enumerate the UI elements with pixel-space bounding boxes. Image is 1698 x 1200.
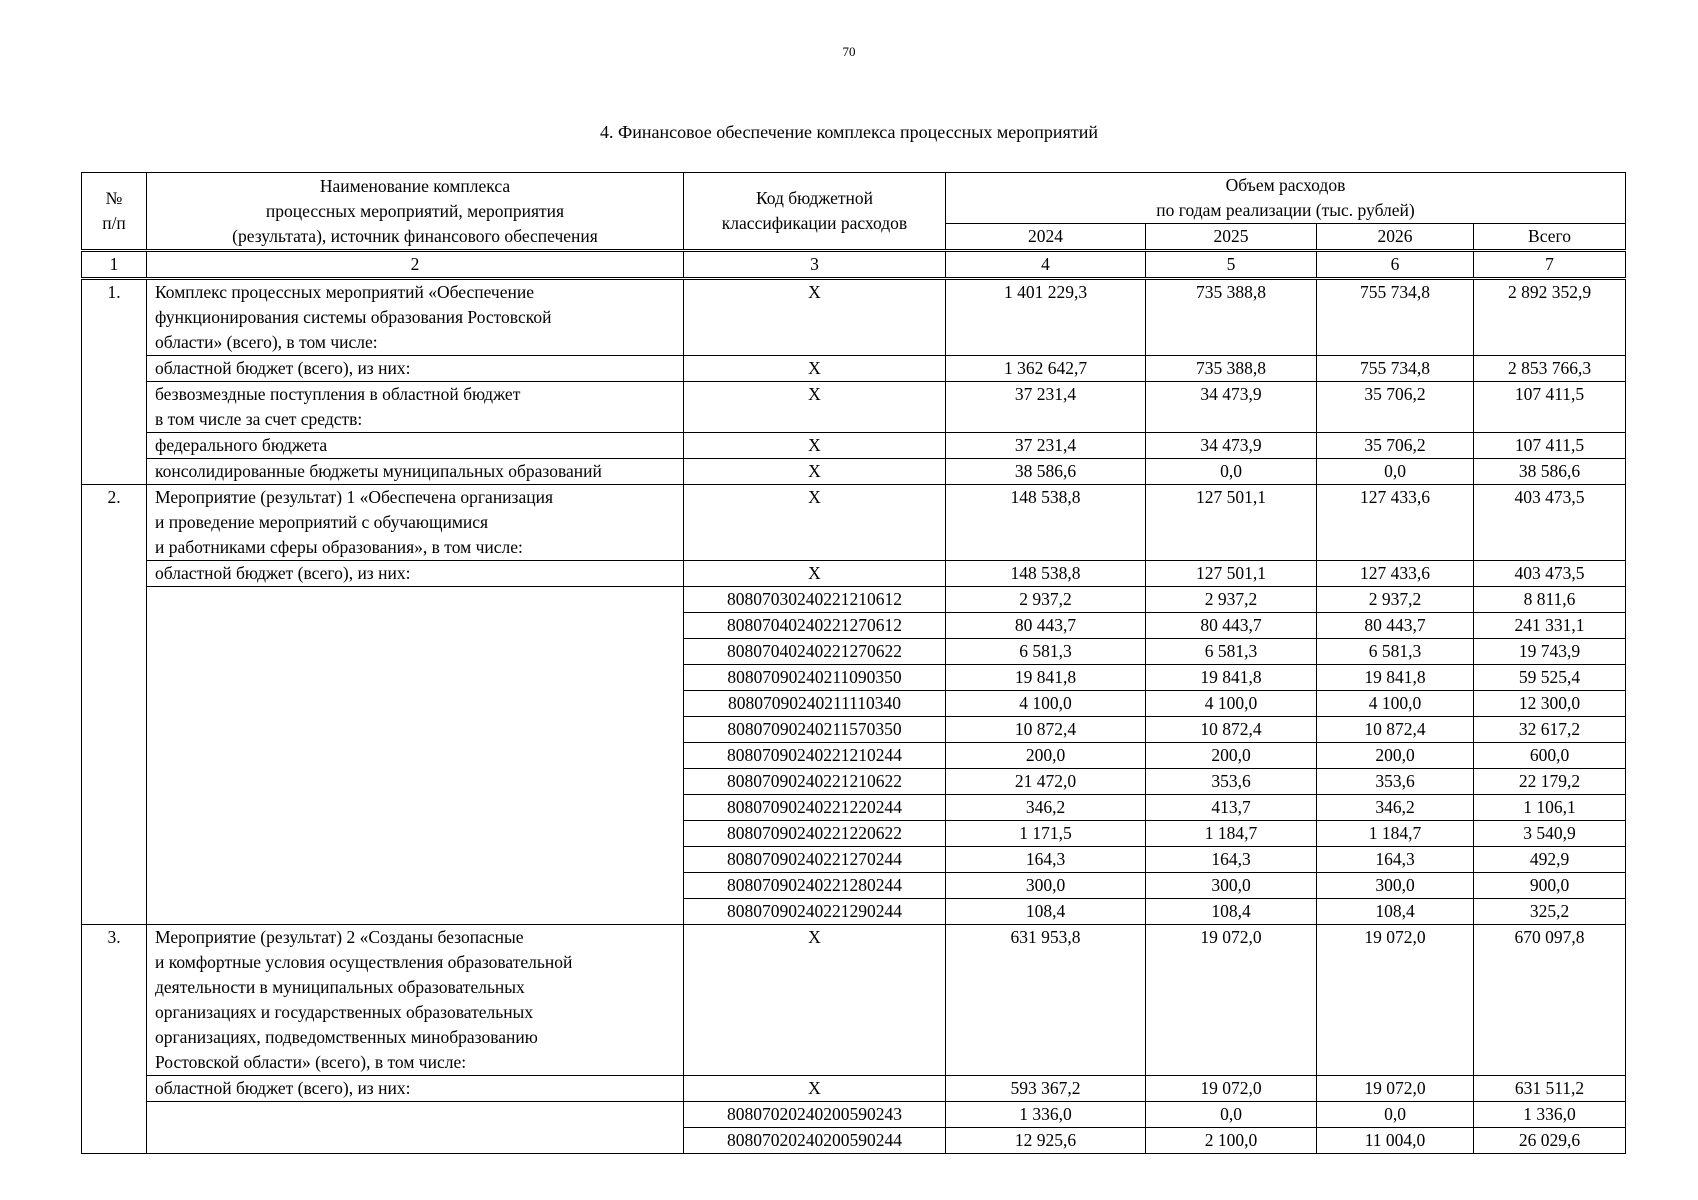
table-row (82, 925, 1626, 1076)
row-number-cell: 3. (82, 925, 147, 1154)
value-2025-cell: 80 443,7 (1146, 613, 1317, 639)
budget-code-cell: 80807090240211110340 (684, 691, 946, 717)
value-total-cell: 241 331,1 (1474, 613, 1626, 639)
budget-code-cell: 80807040240221270622 (684, 639, 946, 665)
value-2025-cell: 19 841,8 (1146, 665, 1317, 691)
value-2026-cell: 80 443,7 (1317, 613, 1474, 639)
value-2025-cell: 735 388,8 (1146, 279, 1317, 356)
column-number: 2 (147, 251, 684, 279)
budget-code-cell: 80807090240221280244 (684, 873, 946, 899)
table-row (82, 433, 1626, 459)
header-total: Всего (1474, 224, 1626, 251)
value-2025-cell: 0,0 (1146, 1102, 1317, 1128)
value-total-cell: 12 300,0 (1474, 691, 1626, 717)
value-2026-cell: 164,3 (1317, 847, 1474, 873)
budget-code-cell: 80807090240221290244 (684, 899, 946, 925)
value-2025-cell: 200,0 (1146, 743, 1317, 769)
value-total-cell: 600,0 (1474, 743, 1626, 769)
value-total-cell: 403 473,5 (1474, 561, 1626, 587)
value-2024-cell: 38 586,6 (946, 459, 1146, 485)
column-number: 1 (82, 251, 147, 279)
value-2024-cell: 148 538,8 (946, 485, 1146, 561)
value-total-cell: 8 811,6 (1474, 587, 1626, 613)
page-number: 70 (842, 44, 856, 59)
value-2026-cell: 755 734,8 (1317, 356, 1474, 382)
value-2024-cell: 37 231,4 (946, 382, 1146, 433)
budget-code-cell: X (684, 382, 946, 433)
budget-code-cell: 80807030240221210612 (684, 587, 946, 613)
value-total-cell: 1 336,0 (1474, 1102, 1626, 1128)
value-2024-cell: 164,3 (946, 847, 1146, 873)
budget-code-cell: 80807090240221220244 (684, 795, 946, 821)
header-number: № п/п (82, 173, 147, 251)
value-2026-cell: 0,0 (1317, 1102, 1474, 1128)
section-title: 4. Финансовое обеспечение комплекса процессных мероприятий (600, 122, 1098, 142)
value-2025-cell: 735 388,8 (1146, 356, 1317, 382)
budget-code-cell: 80807090240221270244 (684, 847, 946, 873)
value-total-cell: 38 586,6 (1474, 459, 1626, 485)
value-2024-cell: 6 581,3 (946, 639, 1146, 665)
value-2025-cell: 0,0 (1146, 459, 1317, 485)
value-2025-cell: 19 072,0 (1146, 925, 1317, 1076)
row-name-cell: Мероприятие (результат) 1 «Обеспечена организация и проведение мероприятий с обучающимися и работниками сферы образования», в том числе: (147, 485, 684, 561)
value-2025-cell: 164,3 (1146, 847, 1317, 873)
value-total-cell: 325,2 (1474, 899, 1626, 925)
value-2024-cell: 200,0 (946, 743, 1146, 769)
value-2026-cell: 10 872,4 (1317, 717, 1474, 743)
value-total-cell: 2 853 766,3 (1474, 356, 1626, 382)
row-name-cell: областной бюджет (всего), из них: (147, 561, 684, 587)
value-total-cell: 26 029,6 (1474, 1128, 1626, 1154)
value-2026-cell: 6 581,3 (1317, 639, 1474, 665)
column-number-row (82, 251, 1626, 279)
budget-code-cell: 80807090240211570350 (684, 717, 946, 743)
value-2025-cell: 353,6 (1146, 769, 1317, 795)
value-2025-cell: 19 072,0 (1146, 1076, 1317, 1102)
value-total-cell: 1 106,1 (1474, 795, 1626, 821)
value-2026-cell: 35 706,2 (1317, 433, 1474, 459)
value-2026-cell: 1 184,7 (1317, 821, 1474, 847)
value-2025-cell: 413,7 (1146, 795, 1317, 821)
value-2025-cell: 300,0 (1146, 873, 1317, 899)
budget-code-cell: 80807090240221210622 (684, 769, 946, 795)
value-2024-cell: 346,2 (946, 795, 1146, 821)
row-name-cell: консолидированные бюджеты муниципальных образований (147, 459, 684, 485)
value-2024-cell: 2 937,2 (946, 587, 1146, 613)
value-total-cell: 900,0 (1474, 873, 1626, 899)
table-row (82, 356, 1626, 382)
value-total-cell: 107 411,5 (1474, 433, 1626, 459)
column-number: 4 (946, 251, 1146, 279)
column-number: 5 (1146, 251, 1317, 279)
budget-code-cell: X (684, 561, 946, 587)
budget-code-cell: 80807090240211090350 (684, 665, 946, 691)
budget-code-cell: X (684, 1076, 946, 1102)
value-2024-cell: 300,0 (946, 873, 1146, 899)
row-name-cell: Комплекс процессных мероприятий «Обеспечение функционирования системы образования Ростовской области» (всего), в том числе: (147, 279, 684, 356)
value-2024-cell: 1 171,5 (946, 821, 1146, 847)
value-2026-cell: 346,2 (1317, 795, 1474, 821)
value-2025-cell: 10 872,4 (1146, 717, 1317, 743)
value-2025-cell: 127 501,1 (1146, 561, 1317, 587)
value-2025-cell: 108,4 (1146, 899, 1317, 925)
value-2026-cell: 4 100,0 (1317, 691, 1474, 717)
row-name-cell: Мероприятие (результат) 2 «Созданы безопасные и комфортные условия осуществления образовательной деятельности в муниципальных образовательных организациях и государственных образовательных организациях, подведомственных минобразованию Ростовской области» (всего), в том числе: (147, 925, 684, 1076)
budget-code-cell: X (684, 459, 946, 485)
table-row (82, 459, 1626, 485)
header-year-2024: 2024 (946, 224, 1146, 251)
table-row (82, 279, 1626, 356)
value-total-cell: 670 097,8 (1474, 925, 1626, 1076)
row-name-cell: безвозмездные поступления в областной бюджет в том числе за счет средств: (147, 382, 684, 433)
value-2026-cell: 127 433,6 (1317, 485, 1474, 561)
budget-code-cell: X (684, 925, 946, 1076)
value-2024-cell: 10 872,4 (946, 717, 1146, 743)
budget-code-cell: X (684, 279, 946, 356)
value-2026-cell: 35 706,2 (1317, 382, 1474, 433)
value-2025-cell: 1 184,7 (1146, 821, 1317, 847)
value-2026-cell: 19 072,0 (1317, 925, 1474, 1076)
value-total-cell: 19 743,9 (1474, 639, 1626, 665)
budget-code-cell: 80807090240221210244 (684, 743, 946, 769)
budget-code-cell: X (684, 485, 946, 561)
value-2026-cell: 19 072,0 (1317, 1076, 1474, 1102)
value-2024-cell: 21 472,0 (946, 769, 1146, 795)
financing-table (81, 172, 1626, 1154)
row-name-cell (147, 587, 684, 925)
table-row (82, 1102, 1626, 1128)
row-name-cell (147, 1102, 684, 1154)
column-number: 3 (684, 251, 946, 279)
value-total-cell: 59 525,4 (1474, 665, 1626, 691)
row-name-cell: федерального бюджета (147, 433, 684, 459)
budget-code-cell: 80807020240200590244 (684, 1128, 946, 1154)
value-2024-cell: 1 336,0 (946, 1102, 1146, 1128)
value-2026-cell: 755 734,8 (1317, 279, 1474, 356)
value-total-cell: 3 540,9 (1474, 821, 1626, 847)
row-number-cell: 2. (82, 485, 147, 925)
value-total-cell: 22 179,2 (1474, 769, 1626, 795)
value-2025-cell: 127 501,1 (1146, 485, 1317, 561)
value-2024-cell: 37 231,4 (946, 433, 1146, 459)
table-row (82, 587, 1626, 613)
value-total-cell: 492,9 (1474, 847, 1626, 873)
table-row (82, 561, 1626, 587)
value-2026-cell: 2 937,2 (1317, 587, 1474, 613)
value-2024-cell: 593 367,2 (946, 1076, 1146, 1102)
value-2026-cell: 108,4 (1317, 899, 1474, 925)
row-number-cell: 1. (82, 279, 147, 485)
value-2024-cell: 80 443,7 (946, 613, 1146, 639)
row-name-cell: областной бюджет (всего), из них: (147, 356, 684, 382)
budget-code-cell: X (684, 356, 946, 382)
value-2026-cell: 353,6 (1317, 769, 1474, 795)
header-year-2025: 2025 (1146, 224, 1317, 251)
budget-code-cell: 80807020240200590243 (684, 1102, 946, 1128)
budget-code-cell: 80807090240221220622 (684, 821, 946, 847)
table-row (82, 382, 1626, 433)
value-2025-cell: 34 473,9 (1146, 433, 1317, 459)
value-2024-cell: 19 841,8 (946, 665, 1146, 691)
value-total-cell: 631 511,2 (1474, 1076, 1626, 1102)
header-name: Наименование комплекса процессных мероприятий, мероприятия (результата), источник финансового обеспечения (147, 173, 684, 251)
value-2024-cell: 4 100,0 (946, 691, 1146, 717)
value-total-cell: 107 411,5 (1474, 382, 1626, 433)
value-2026-cell: 300,0 (1317, 873, 1474, 899)
value-2024-cell: 108,4 (946, 899, 1146, 925)
header-expenditure-volume: Объем расходов по годам реализации (тыс. рублей) (946, 173, 1626, 224)
value-total-cell: 32 617,2 (1474, 717, 1626, 743)
value-total-cell: 403 473,5 (1474, 485, 1626, 561)
value-2026-cell: 19 841,8 (1317, 665, 1474, 691)
value-2025-cell: 34 473,9 (1146, 382, 1317, 433)
header-budget-code: Код бюджетной классификации расходов (684, 173, 946, 251)
value-2024-cell: 631 953,8 (946, 925, 1146, 1076)
table-body (82, 279, 1626, 1154)
value-2024-cell: 1 362 642,7 (946, 356, 1146, 382)
value-2024-cell: 12 925,6 (946, 1128, 1146, 1154)
value-2025-cell: 2 100,0 (1146, 1128, 1317, 1154)
value-2024-cell: 1 401 229,3 (946, 279, 1146, 356)
value-2025-cell: 2 937,2 (1146, 587, 1317, 613)
budget-code-cell: 80807040240221270612 (684, 613, 946, 639)
value-total-cell: 2 892 352,9 (1474, 279, 1626, 356)
value-2026-cell: 127 433,6 (1317, 561, 1474, 587)
value-2024-cell: 148 538,8 (946, 561, 1146, 587)
value-2026-cell: 0,0 (1317, 459, 1474, 485)
table-row (82, 485, 1626, 561)
value-2025-cell: 6 581,3 (1146, 639, 1317, 665)
column-number: 7 (1474, 251, 1626, 279)
value-2026-cell: 11 004,0 (1317, 1128, 1474, 1154)
value-2025-cell: 4 100,0 (1146, 691, 1317, 717)
row-name-cell: областной бюджет (всего), из них: (147, 1076, 684, 1102)
budget-code-cell: X (684, 433, 946, 459)
header-year-2026: 2026 (1317, 224, 1474, 251)
table-row (82, 1076, 1626, 1102)
value-2026-cell: 200,0 (1317, 743, 1474, 769)
column-number: 6 (1317, 251, 1474, 279)
